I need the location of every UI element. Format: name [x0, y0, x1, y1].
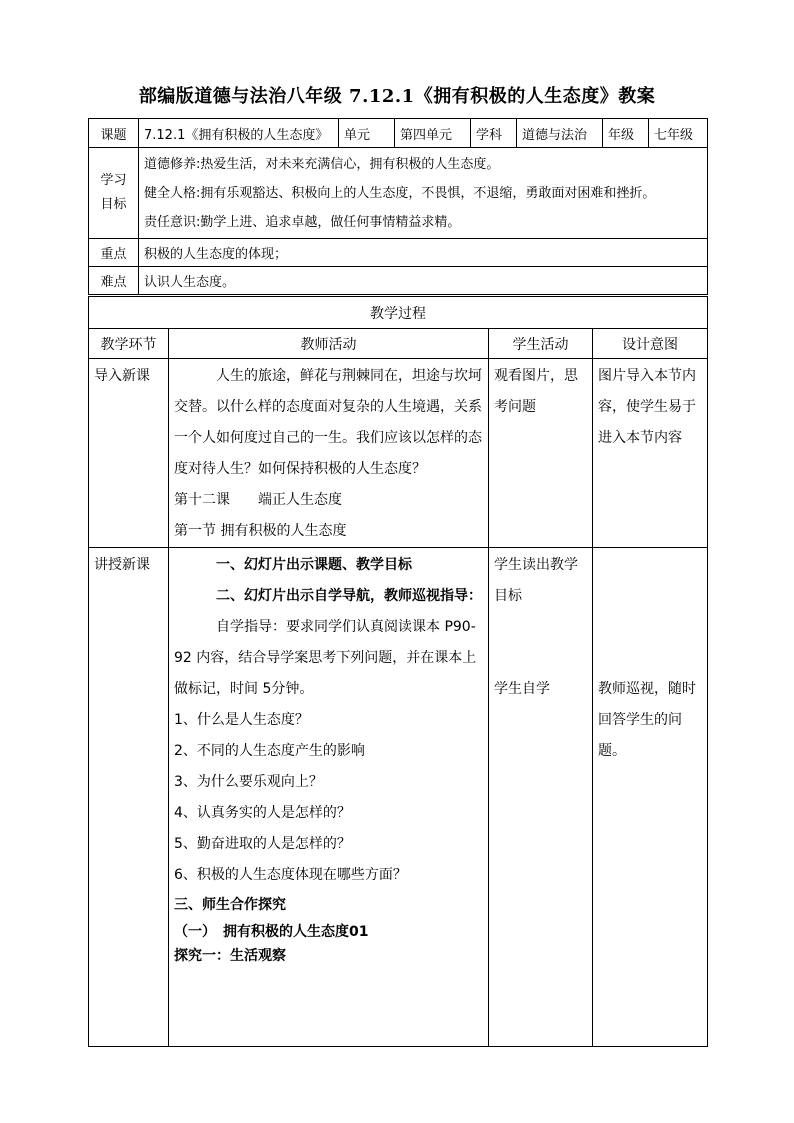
question-item: 1、什么是人生态度？ [174, 712, 309, 728]
design-intent-teach [593, 548, 708, 1047]
question-item: 3、为什么要乐观向上？ [174, 774, 323, 790]
teacher-activity-teach [169, 548, 489, 1047]
subject-value: 道德与法治 [517, 119, 603, 148]
student-activity-intro: 观看图片，思考问题 [489, 359, 593, 548]
teaching-process-table [88, 296, 708, 1047]
question-item: 4、认真务实的人是怎样的？ [174, 805, 351, 821]
goal-item: 健全人格:拥有乐观豁达、积极向上的人生态度，不畏惧，不退缩，勇敢面对困难和挫折。 [144, 186, 656, 201]
stage-teach: 讲授新课 [89, 548, 169, 1047]
column-header: 教学环节 [89, 329, 169, 359]
learning-goals [139, 148, 708, 239]
goals-label: 学习目标 [89, 148, 139, 239]
key-point-label: 重点 [89, 239, 139, 267]
column-header: 教师活动 [169, 329, 489, 359]
key-point-value: 积极的人生态度的体现； [139, 239, 708, 267]
lesson-line: 第十二课 端正人生态度 [174, 492, 342, 508]
student-activity-teach [489, 548, 593, 1047]
question-item: 6、积极的人生态度体现在哪些方面？ [174, 867, 407, 883]
goal-item: 道德修养:热爱生活，对未来充满信心，拥有积极的人生态度。 [144, 157, 500, 172]
explore-1: 探究一：生活观察 [174, 948, 286, 964]
unit-value: 第四单元 [395, 119, 471, 148]
self-study-guide: 自学指导：要求同学们认真阅读课本 P90-92 内容，结合导学案思考下列问题，并在课本上做标记，时间 5分钟。 [174, 619, 477, 697]
difficulty-label: 难点 [89, 267, 139, 295]
step-1: 一、幻灯片出示课题、教学目标 [216, 557, 412, 573]
design-teach-text: 教师巡视，随时回答学生的问题。 [598, 681, 696, 759]
design-intent-intro: 图片导入本节内容，使学生易于进入本节内容 [593, 359, 708, 548]
document-title: 部编版道德与法治八年级 7.12.1《拥有积极的人生态度》教案 [138, 86, 656, 107]
student-read-goals: 学生读出教学目标 [494, 557, 578, 604]
lesson-info-table [88, 118, 708, 295]
sub-section-1: （一） 拥有积极的人生态度01 [174, 924, 369, 940]
question-item: 5、勤奋进取的人是怎样的？ [174, 836, 351, 852]
difficulty-value: 认识人生态度。 [139, 267, 708, 295]
section-line: 第一节 拥有积极的人生态度 [174, 523, 347, 539]
topic-label: 课题 [89, 119, 139, 148]
step-3: 三、师生合作探究 [174, 897, 286, 913]
process-heading: 教学过程 [89, 297, 708, 329]
teacher-activity-intro [169, 359, 489, 548]
step-2: 二、幻灯片出示自学导航，教师巡视指导： [216, 588, 482, 604]
student-self-study: 学生自学 [494, 681, 550, 697]
intro-paragraph: 人生的旅途，鲜花与荆棘同在，坦途与坎坷交替。以什么样的态度面对复杂的人生境遇，关系一个人如何度过自己的一生。我们应该以怎样的态度对待人生？如何保持积极的人生态度？ [174, 368, 482, 477]
topic-value: 7.12.1《拥有积极的人生态度》 [139, 119, 339, 148]
grade-label: 年级 [603, 119, 649, 148]
grade-value: 七年级 [649, 119, 708, 148]
column-header: 学生活动 [489, 329, 593, 359]
subject-label: 学科 [471, 119, 517, 148]
question-item: 2、不同的人生态度产生的影响 [174, 743, 365, 759]
stage-intro: 导入新课 [89, 359, 169, 548]
unit-label: 单元 [339, 119, 395, 148]
column-header: 设计意图 [593, 329, 708, 359]
goal-item: 责任意识:勤学上进、追求卓越，做任何事情精益求精。 [144, 215, 461, 230]
